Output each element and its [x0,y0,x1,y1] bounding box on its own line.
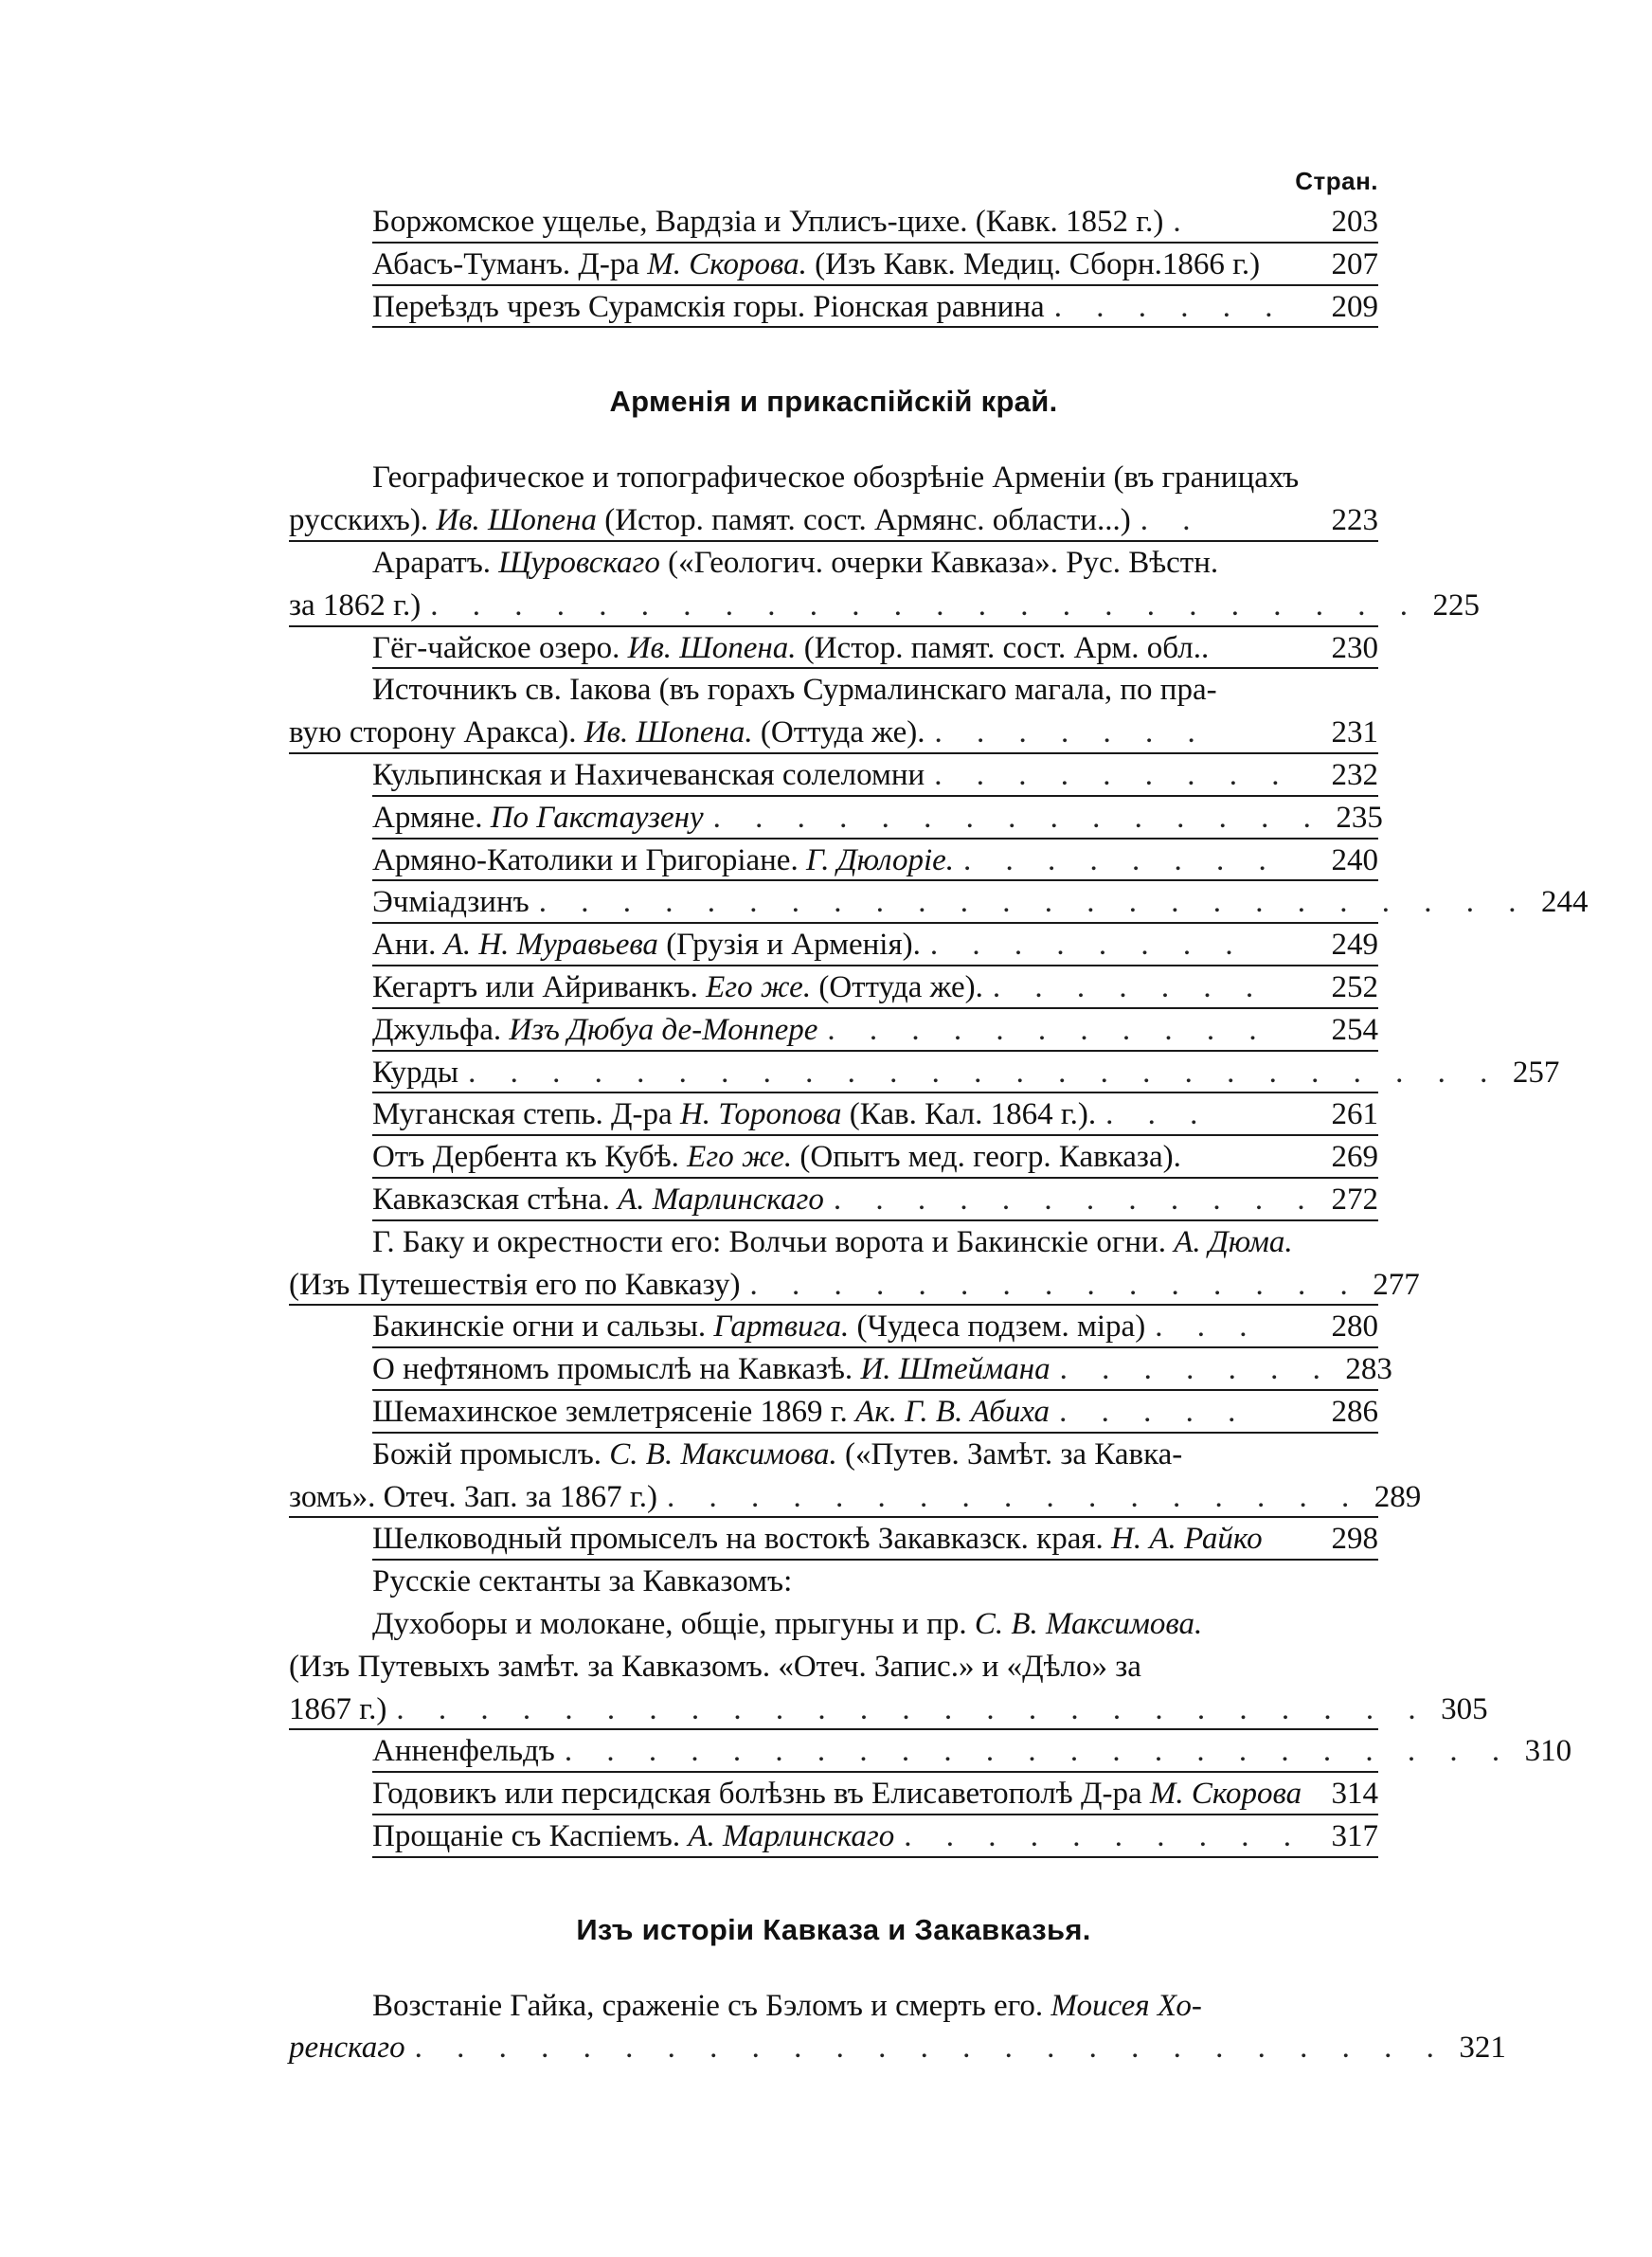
toc-title-text: Источникъ св. Іакова (въ горахъ Сурмалинскаго магала, по пра- [372,673,1217,708]
toc-title-text: Кульпинская и Нахичеванская солеломни [372,757,925,792]
toc-entry-text [372,1391,1050,1434]
toc-entry [289,457,1378,542]
toc-line [372,244,1378,286]
toc-leader-dots: . . . . . . . . . . . . . . . . . . . . . . . . [430,587,1421,623]
toc-entry-text [372,1221,1378,1264]
toc-page-number: 230 [1331,630,1378,665]
toc-page-number: 317 [1331,1818,1378,1853]
toc-author-name: Ив. Шопена. [627,630,797,665]
toc-title-text: (Изъ Путешествія его по Кавказу) [289,1267,741,1302]
toc-title-text: Отъ Дербента къ Кубѣ. [372,1140,688,1175]
toc-title-text: О нефтяномъ промыслѣ на Кавказѣ. [372,1352,861,1387]
toc-leader-dots: . . . . . . . . . [934,757,1293,792]
toc-entry-text [372,457,1378,499]
toc-leader-dots: . . . . . . . [1059,1352,1334,1387]
toc-page-number: 272 [1331,1182,1378,1217]
toc-leader-dots: . . [1140,503,1204,538]
toc-line [289,499,1378,542]
toc-entry [289,1348,1392,1391]
toc-line [372,1773,1378,1815]
toc-line [372,1391,1378,1434]
toc-group-armenia [289,457,1589,1857]
toc-leader-dots: . [1173,205,1194,239]
toc-page-number: 305 [1441,1691,1488,1726]
toc-entry-text [372,797,704,840]
toc-page-number: 225 [1432,587,1480,623]
toc-entry [289,669,1378,754]
toc-page-number: 269 [1331,1140,1378,1175]
toc-entry-text [372,966,983,1009]
toc-page-number: 289 [1374,1479,1422,1514]
toc-title-text: (Кав. Кал. 1864 г.). [841,1097,1097,1132]
toc-line [372,1434,1378,1476]
toc-author-name: Ив. Шопена [436,503,597,538]
toc-page-number: 254 [1331,1012,1378,1047]
toc-title-text: за 1862 г.) [289,587,422,623]
toc-author-name: По Гакстаузену [490,800,704,835]
toc-title-text: Прощаніе съ Каспіемъ. [372,1818,689,1853]
toc-entry-text [289,1476,657,1519]
toc-entry-text [372,1730,555,1773]
toc-title-text: («Геологич. очерки Кавказа». Рус. Вѣстн. [659,545,1219,580]
toc-line [372,627,1378,670]
toc-author-name: А. Н. Муравьева [443,928,658,963]
toc-entry [289,1815,1378,1858]
toc-entry-text [372,1348,1050,1391]
toc-author-name: М. Скорова. [647,246,807,281]
toc-line [372,1221,1378,1264]
toc-author-name: Гартвига. [713,1309,850,1345]
toc-entry [289,1009,1378,1052]
toc-author-name: С. В. Максимова. [609,1436,837,1472]
toc-author-name: Ак. Г. В. Абиха [855,1394,1050,1429]
toc-line [372,457,1378,499]
toc-entry [289,1985,1506,2070]
toc-title-text: Абасъ-Туманъ. Д-ра [372,246,648,281]
toc-entry [289,1052,1560,1094]
toc-page-number: 223 [1331,503,1378,538]
toc-leader-dots: . . . . . . . [934,715,1209,750]
toc-entry-text [372,542,1378,585]
toc-line [372,1730,1572,1773]
toc-page-number: 207 [1331,246,1378,281]
toc-title-text: Муганская степь. Д-ра [372,1097,680,1132]
toc-title-text: Кегартъ или Айриванкъ. [372,969,707,1004]
toc-title-text: Эчміадзинъ [372,885,530,920]
toc-entry [289,1773,1378,1815]
toc-entry [289,881,1589,924]
toc-page-number: 310 [1524,1734,1572,1769]
toc-leader-dots: . . . . . . . . . . . . . . . [712,800,1324,835]
toc-line [372,797,1383,840]
toc-author-name: Моисея Хо- [1050,1988,1202,2023]
toc-line [372,1136,1378,1179]
toc-line [372,1093,1378,1136]
toc-line [372,1348,1392,1391]
toc-entry-text [372,1561,1378,1603]
toc-leader-dots: . . . . . . . . . . . . [833,1182,1319,1217]
toc-page-number: 252 [1331,969,1378,1004]
toc-entry-text [372,1052,458,1094]
toc-line [372,840,1378,882]
toc-entry [289,1518,1378,1561]
toc-entry [289,1561,1488,1730]
toc-group-top [289,201,1378,328]
toc-line [372,1306,1378,1348]
toc-title-text: Ани. [372,928,444,963]
toc-author-name: И. Штеймана [860,1352,1050,1387]
toc-entry-text [372,924,921,966]
toc-entry-text [372,1136,1181,1179]
toc-entry-text [372,1603,1378,1646]
toc-title-text: Годовикъ или персидская болѣзнь въ Елисаветополѣ Д-ра [372,1777,1150,1812]
toc-entry-text [372,201,1163,244]
toc-entry-text [372,1773,1302,1815]
toc-leader-dots: . . . . . [1059,1394,1249,1429]
toc-leader-dots: . . . . . . . . . . . . . . . . . . . . . . . . . [468,1055,1501,1090]
toc-page-number: 298 [1331,1522,1378,1557]
toc-page-number: 261 [1331,1097,1378,1132]
toc-entry-text [289,585,421,627]
toc-entry-text [372,1815,894,1858]
toc-entry [289,840,1378,882]
toc-entry-text [372,627,1209,670]
toc-title-text: (Изъ Путевыхъ замѣт. за Кавказомъ. «Отеч. Запис.» и «Дѣло» за [289,1649,1141,1684]
toc-author-name: Ив. Шопена. [584,715,753,750]
toc-entry [289,286,1378,329]
toc-line [372,1561,1378,1603]
toc-page-number: 283 [1345,1352,1392,1387]
toc-page-number: 232 [1331,757,1378,792]
toc-page-number: 209 [1331,289,1378,324]
toc-author-name: Его же. [687,1140,793,1175]
toc-line [372,542,1378,585]
toc-line [372,1009,1378,1052]
toc-line [372,881,1589,924]
toc-leader-dots: . . . . . . . . . . . . . . . . . . . . . . . . . [396,1691,1429,1726]
toc-title-text: Русскіе сектанты за Кавказомъ: [372,1564,793,1599]
toc-author-name: ренскаго [289,2031,405,2066]
toc-leader-dots: . . . . . . . . . . [904,1818,1304,1853]
toc-entry [289,1136,1378,1179]
toc-leader-dots: . . . . . . . . . . . . . . . . . . . . . . . . [538,885,1530,920]
toc-page [289,161,1589,2069]
toc-author-name: Изъ Дюбуа де-Монпере [509,1012,818,1047]
toc-line [372,1985,1378,2028]
toc-page-number: 257 [1512,1055,1560,1090]
toc-line [372,201,1378,244]
toc-author-name: Щуровскаго [498,545,660,580]
toc-entry [289,797,1383,840]
toc-title-text: Божій промыслъ. [372,1436,610,1472]
toc-title-text: Анненфельдъ [372,1734,555,1769]
toc-author-name: Его же. [706,969,812,1004]
toc-title-text: (Чудеса подзем. міра) [849,1309,1146,1345]
toc-title-text: Курды [372,1055,459,1090]
toc-title-text: Духоборы и молокане, общіе, прыгуны и пр. [372,1606,975,1641]
toc-entry-text [372,244,1260,286]
toc-title-text: Армяно-Католики и Григоріане. [372,842,806,877]
toc-page-number: 240 [1331,842,1378,877]
toc-entry-text [372,1009,817,1052]
toc-entry-text [372,754,925,797]
toc-line [372,669,1378,712]
toc-page-number: 286 [1331,1394,1378,1429]
toc-leader-dots: . . . . . . . . . . . . . . . . . . . . . . . . . [414,2031,1447,2066]
toc-title-text: Возстаніе Гайка, сраженіе съ Бэломъ и смерть его. [372,1988,1051,2023]
toc-entry-text [289,1264,740,1307]
toc-page-number: 280 [1331,1309,1378,1345]
toc-entry [289,542,1480,627]
toc-entry [289,966,1378,1009]
toc-page-number: 203 [1331,205,1378,239]
toc-leader-dots: . . . . . . . . [963,842,1280,877]
toc-page-number: 249 [1331,928,1378,963]
toc-page-number: 314 [1331,1777,1378,1812]
toc-page-number: 235 [1336,800,1383,835]
toc-title-text: Шелководный промыселъ на востокѣ Закавказск. края. [372,1522,1112,1557]
toc-page-number: 244 [1540,885,1589,920]
toc-leader-dots: . . . . . . . . . . . . . . . [749,1267,1361,1302]
toc-entry-text [372,1518,1263,1561]
toc-entry [289,1391,1378,1434]
toc-line [372,924,1378,966]
toc-line [372,286,1378,329]
toc-title-text: (Опытъ мед. геогр. Кавказа). [792,1140,1181,1175]
toc-author-name: А. Марлинскаго [618,1182,824,1217]
toc-entry [289,627,1378,670]
toc-page-number: 277 [1373,1267,1420,1302]
toc-author-name: С. В. Максимова. [974,1606,1203,1641]
toc-entry [289,1434,1422,1519]
toc-entry-text [289,2027,405,2069]
toc-entry-text [372,1093,1096,1136]
toc-author-name: А. Марлинскаго [688,1818,895,1853]
section-title-armenia: Арменія и прикаспійскій край. [609,385,1058,419]
toc-line [372,754,1378,797]
toc-line [372,1179,1378,1221]
toc-entry [289,1093,1378,1136]
toc-author-name: М. Скорова [1149,1777,1302,1812]
toc-entry [289,244,1378,286]
toc-entry [289,201,1378,244]
toc-line [372,966,1378,1009]
section-title-history: Изъ исторіи Кавказа и Закавказья. [576,1912,1091,1946]
toc-entry [289,924,1378,966]
page-column-header: Стран. [1295,167,1378,195]
toc-title-text: Г. Баку и окрестности его: Волчьи ворота и Бакинскіе огни. [372,1224,1175,1259]
toc-line [372,1815,1378,1858]
toc-entry-text [372,840,954,882]
toc-leader-dots: . . . . . . [1053,289,1286,324]
toc-entry-text [372,1179,824,1221]
toc-title-text: («Путев. Замѣт. за Кавка- [836,1436,1183,1472]
toc-title-text: Географическое и топографическое обозрѣніе Арменіи (въ границахъ [372,460,1300,496]
toc-title-text: (Истор. памят. сост. Армянс. области...) [596,503,1131,538]
toc-entry-text [289,712,925,754]
toc-title-text: Гёг-чайское озеро. [372,630,628,665]
toc-line [372,1518,1378,1561]
toc-title-text: Кавказская стѣна. [372,1182,619,1217]
toc-title-text: Араратъ. [372,545,499,580]
toc-title-text: Армяне. [372,800,491,835]
toc-group-history [289,1985,1506,2070]
toc-entry-text [372,286,1045,329]
toc-entry-text [289,499,1131,542]
toc-leader-dots: . . . [1105,1097,1212,1132]
toc-line [289,2027,1506,2069]
toc-title-text: (Изъ Кавк. Медиц. Сборн.1866 г.) [806,246,1261,281]
toc-title-text: зомъ». Отеч. Зап. за 1867 г.) [289,1479,657,1514]
toc-author-name: Н. А. Райко [1111,1522,1263,1557]
toc-author-name: А. Дюма. [1174,1224,1293,1259]
toc-entry [289,1306,1378,1348]
toc-page-number: 321 [1459,2031,1506,2066]
toc-line [289,712,1378,754]
toc-leader-dots: . . . . . . . . . . . [827,1012,1270,1047]
toc-title-text: (Оттуда же). [752,715,925,750]
toc-line [289,1646,1378,1688]
toc-leader-dots: . . . . . . . . . . . . . . . . . . . . . . . [564,1734,1514,1769]
toc-title-text: Джульфа. [372,1012,510,1047]
toc-leader-dots: . . . . . . . [992,969,1267,1004]
toc-entry [289,1221,1420,1307]
toc-title-text: 1867 г.) [289,1691,387,1726]
toc-entry-text [289,1688,386,1731]
toc-line [372,1603,1378,1646]
toc-line [372,1052,1560,1094]
toc-leader-dots: . . . [1155,1309,1261,1345]
toc-page-number: 231 [1331,715,1378,750]
toc-entry-text [372,881,530,924]
toc-title-text: (Оттуда же). [811,969,983,1004]
toc-leader-dots: . . . . . . . . . . . . . . . . . [666,1479,1363,1514]
toc-entry [289,1730,1572,1773]
toc-title-text: Бакинскіе огни и сальзы. [372,1309,714,1345]
toc-line [289,585,1480,627]
toc-entry-text [289,1646,1378,1688]
toc-entry-text [372,1306,1145,1348]
toc-leader-dots: . . . . . . . . [929,928,1247,963]
toc-title-text: Шемахинское землетрясеніе 1869 г. [372,1394,856,1429]
toc-entry [289,754,1378,797]
toc-title-text: русскихъ). [289,503,437,538]
toc-author-name: Н. Торопова [679,1097,842,1132]
toc-author-name: Г. Дюлоріе. [805,842,955,877]
toc-title-text: Боржомское ущелье, Вардзіа и Уплисъ-цихе. (Кавк. 1852 г.) [372,205,1164,239]
toc-title-text: (Грузія и Арменія). [657,928,921,963]
toc-title-text: Переѣздъ чрезъ Сурамскія горы. Ріонская равнина [372,289,1045,324]
toc-title-text: (Истор. памят. сост. Арм. обл.. [796,630,1210,665]
toc-line [289,1476,1422,1519]
toc-line [289,1264,1420,1307]
toc-line [289,1688,1488,1731]
toc-entry-text [372,1434,1378,1476]
toc-entry-text [372,1985,1378,2028]
toc-entry-text [372,669,1378,712]
toc-entry [289,1179,1378,1221]
toc-title-text: вую сторону Аракса). [289,715,584,750]
